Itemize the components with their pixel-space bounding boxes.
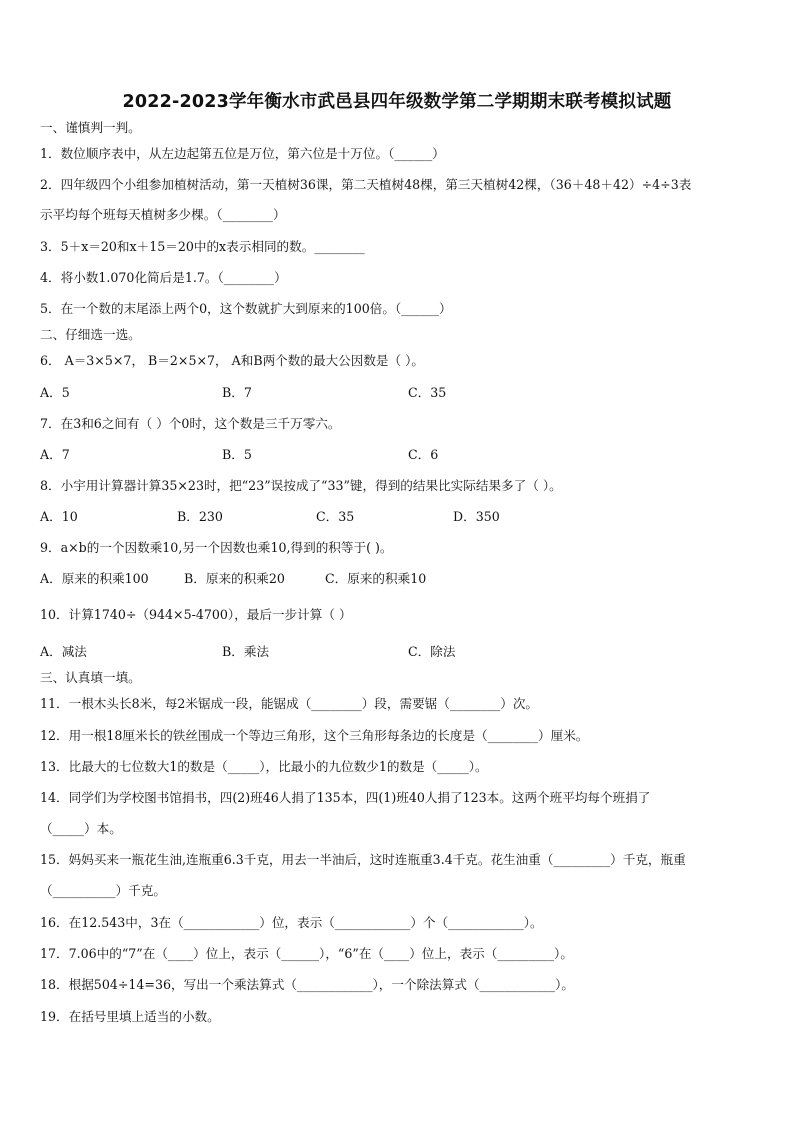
- question-16: 16．在12.543中，3在（____________）位，表示（____________）个（____________）。: [40, 915, 543, 930]
- q8-option-a: A．10: [40, 509, 78, 524]
- page-title: 2022-2023学年衡水市武邑县四年级数学第二学期期末联考模拟试题: [122, 92, 672, 112]
- question-14-line-2: （_____）本。: [40, 821, 122, 836]
- question-14-line-1: 14．同学们为学校图书馆捐书，四(2)班46人捐了135本，四(1)班40人捐了123本。这两个班平均每个班捐了: [40, 790, 651, 805]
- section-heading-fill: 三、认真填一填。: [40, 670, 141, 685]
- q8-option-c: C．35: [316, 509, 355, 524]
- q9-option-c: C．原来的积乘10: [325, 571, 427, 586]
- question-1: 1．数位顺序表中，从左边起第五位是万位，第六位是十万位。（______）: [40, 146, 445, 161]
- question-5: 5．在一个数的末尾添上两个0，这个数就扩大到原来的100倍。（______）: [40, 301, 452, 316]
- q6-option-c: C．35: [408, 385, 447, 400]
- section-heading-judge: 一、谨慎判一判。: [40, 120, 141, 135]
- q7-option-a: A．7: [40, 447, 70, 462]
- q8-option-d: D．350: [453, 509, 500, 524]
- question-12: 12．用一根18厘米长的铁丝围成一个等边三角形，这个三角形每条边的长度是（________）厘米。: [40, 728, 589, 743]
- section-heading-choose: 二、仔细选一选。: [40, 327, 141, 342]
- q10-option-b: B．乘法: [222, 644, 270, 659]
- q9-option-b: B．原来的积乘20: [184, 571, 285, 586]
- question-3: 3．5＋x＝20和x＋15＝20中的x表示相同的数。________: [40, 239, 365, 254]
- question-6: 6． A＝3×5×7， B＝2×5×7， A和B两个数的最大公因数是（ ）。: [40, 353, 424, 368]
- q10-option-c: C．除法: [408, 644, 456, 659]
- question-15-line-2: （__________）千克。: [40, 883, 166, 898]
- q7-option-c: C．6: [408, 447, 439, 462]
- question-2-line-2: 示平均每个班每天植树多少棵。（________）: [40, 207, 286, 222]
- question-8: 8．小宇用计算器计算35×23时，把“23”误按成了“33”键，得到的结果比实际结果多了（ ）。: [40, 478, 562, 493]
- q7-option-b: B．5: [222, 447, 252, 462]
- question-19: 19．在括号里填上适当的小数。: [40, 1009, 220, 1024]
- question-10: 10．计算1740÷（944×5-4700），最后一步计算（ ）: [40, 607, 352, 622]
- question-11: 11．一根木头长8米，每2米锯成一段，能锯成（________）段，需要锯（________）次。: [40, 696, 539, 711]
- q9-option-a: A．原来的积乘100: [40, 571, 149, 586]
- q6-option-b: B．7: [222, 385, 252, 400]
- question-2-line-1: 2．四年级四个小组参加植树活动，第一天植树36课，第二天植树48棵，第三天植树42棵，（36＋48＋42）÷4÷3表: [40, 177, 692, 192]
- question-18: 18．根据504÷14=36，写出一个乘法算式（____________），一个除法算式（____________）。: [40, 977, 574, 992]
- question-17: 17．7.06中的“7”在（____）位上，表示（______），“6”在（____）位上，表示（_________）。: [40, 946, 573, 961]
- question-7: 7．在3和6之间有（ ）个0时，这个数是三千万零六。: [40, 416, 341, 431]
- question-4: 4．将小数1.070化简后是1.7。（________）: [40, 270, 287, 285]
- q6-option-a: A．5: [40, 385, 70, 400]
- question-9: 9．a×b的一个因数乘10,另一个因数也乘10,得到的积等于( )。: [40, 540, 393, 555]
- question-15-line-1: 15．妈妈买来一瓶花生油,连瓶重6.3千克，用去一半油后，这时连瓶重3.4千克。花生油重（_________）千克，瓶重: [40, 852, 686, 867]
- question-13: 13．比最大的七位数大1的数是（_____），比最小的九位数少1的数是（_____）。: [40, 759, 488, 774]
- q10-option-a: A．减法: [40, 644, 87, 659]
- q8-option-b: B．230: [177, 509, 223, 524]
